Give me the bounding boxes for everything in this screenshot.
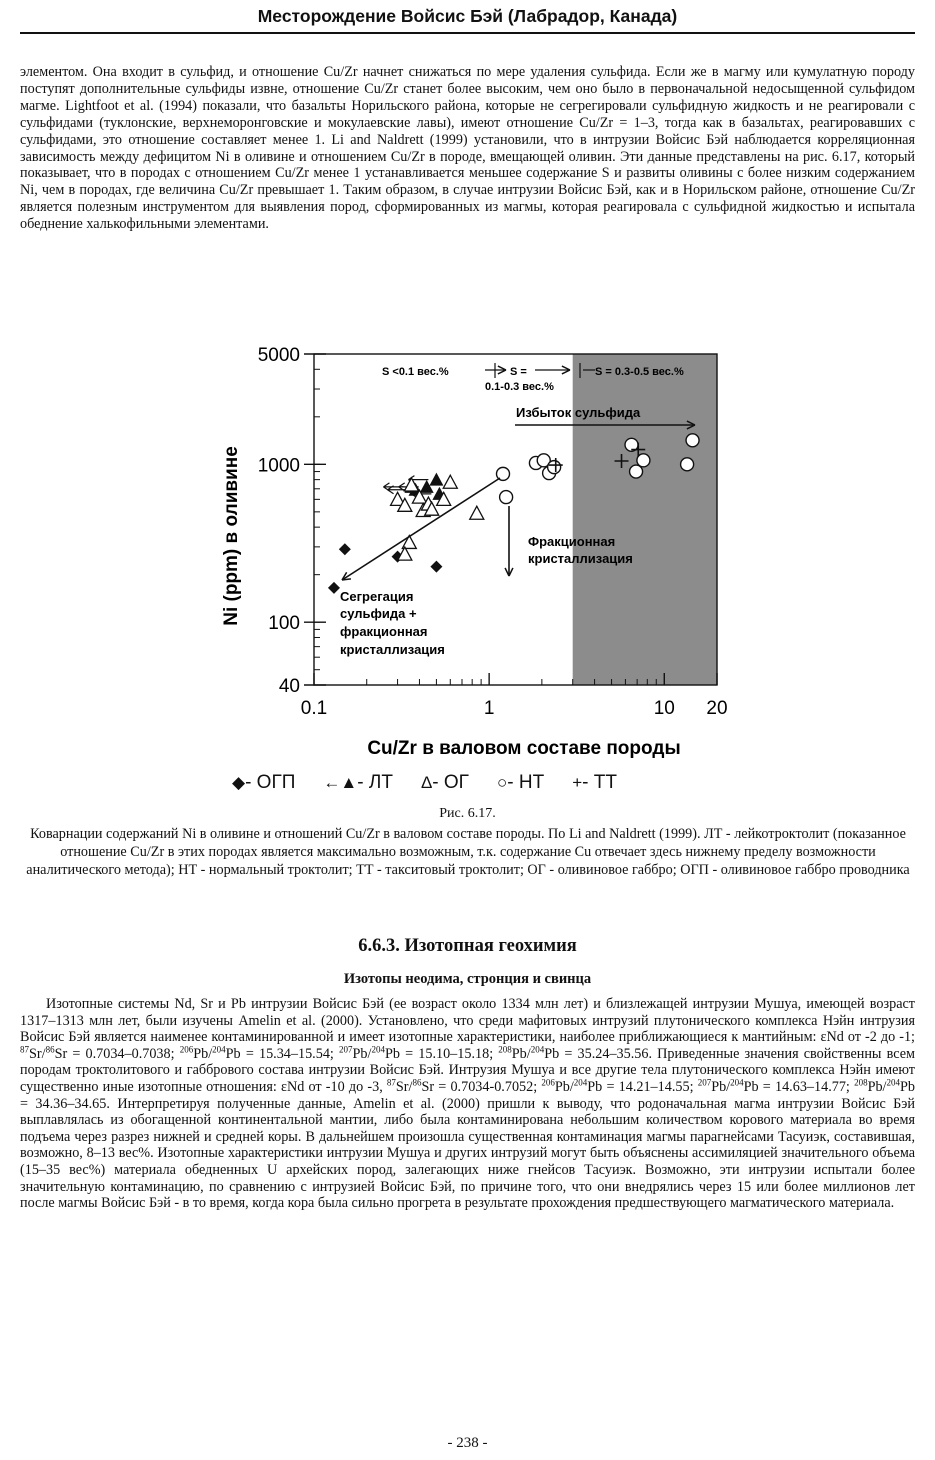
x-tick-label: 1 — [483, 698, 495, 719]
figure-caption-title: Рис. 6.17. — [439, 806, 496, 821]
annotation-excess-sulfide: Избыток сульфида — [516, 405, 641, 420]
legend-label: - ОГ — [432, 772, 469, 793]
point-nt — [548, 461, 561, 474]
legend-item-tt — [572, 772, 617, 794]
legend-label: - ЛТ — [357, 772, 393, 793]
legend-item-ogp — [232, 772, 295, 794]
circle-icon: ○ — [496, 773, 508, 792]
intro-paragraph: элементом. Она входит в сульфид, и отношение Cu/Zr начнет снижаться по мере удаления сульфида. Если же в магму или кумулатную породу поступят дополнительные сульфиды извне, отношение Cu/Zr станет более высоким, чем оно было в первоначальной недосыщенной сульфидом магме. Lightfoot et al. (1994) показали, что базальты Норильского района, которые не сегрегировали сульфидную жидкость и не реагировали с сульфидами (туклонские, верхнеморонговские и мокулаевские лавы), имеют отношение Cu/Zr = 1–3, тогда как в базальтах, реагировавших с сульфидами, это отношение составляет менее 1. Li and Naldrett (1999) установили, что в интрузии Войсис Бэй наблюдается корреляционная зависимость между дефицитом Ni в оливине и отношением Cu/Zr в породе, вмещающей оливин. Эти данные представлены на рис. 6.17, который показывает, что в породах с отношением Cu/Zr менее 1 устанавливается меньшее содержание S и развиты оливины с более низким содержанием Ni, чем в породах, где величина Cu/Zr превышает 1. Таким образом, в случае интрузии Войсис Бэй, как и в Норильском районе, отношение Cu/Zr является полезным инструментом для выявления пород, сформированных из магмы, которая реагировала с сульфидной жидкостью и испытала обеднение халькофильными элементами. — [20, 64, 915, 233]
section-title: 6.6.3. Изотопная геохимия — [358, 936, 577, 956]
point-ogp — [339, 543, 351, 555]
point-lt — [429, 473, 443, 486]
annotation-segregation-1: Сегрегация — [340, 589, 414, 604]
section-subtitle: Изотопы неодима, стронция и свинца — [343, 971, 592, 987]
x-tick-label: 20 — [706, 698, 728, 719]
annotation-s-high: S = 0.3-0.5 вес.% — [595, 366, 684, 378]
page-number: - 238 - — [447, 1435, 488, 1451]
annotation-s-mid: S = — [510, 366, 527, 378]
point-ogp — [430, 561, 442, 573]
annotation-segregation-3: фракционная — [340, 624, 428, 639]
plus-icon: + — [572, 773, 583, 792]
point-nt — [686, 434, 699, 447]
diamond-icon: ◆ — [232, 773, 246, 792]
running-head: Месторождение Войсис Бэй (Лабрадор, Канада) — [257, 6, 678, 26]
triangle-icon: Δ — [420, 773, 433, 792]
point-og — [470, 506, 484, 519]
point-ogp — [328, 582, 340, 594]
ni-vs-cuzr-chart — [210, 340, 750, 810]
segregation-arrow-head — [342, 572, 351, 580]
y-tick-label: 100 — [268, 613, 300, 635]
point-og — [443, 475, 457, 488]
figure-6-17 — [210, 340, 750, 810]
annotation-s-mid-range: 0.1-0.3 вес.% — [485, 381, 554, 393]
header-rule — [20, 32, 915, 34]
high-sulfide-shaded-region — [573, 354, 717, 685]
point-nt — [500, 491, 513, 504]
x-axis-label: Cu/Zr в валовом составе породы — [367, 738, 681, 759]
annotation-fractional: Фракционная — [528, 534, 616, 549]
x-tick-label: 10 — [653, 698, 675, 719]
figure-caption: Коварнации содержаний Ni в оливине и отношений Cu/Zr в валовом составе породы. По Li and Naldrett (1999). ЛТ - лейкотроктолит (показанное отношение Cu/Zr в этих породах является максимально возможным, т.к. содержание Cu отвечает здесь нижнему пределу возможности аналитического метода); НТ - нормальный троктолит; ТТ - такситовый троктолит; ОГ - оливиновое габбро; ОГП - оливиновое габбро проводника — [26, 826, 910, 878]
y-tick-label: 1000 — [257, 455, 300, 477]
legend-label: - ОГП — [245, 772, 296, 793]
y-axis-label: Ni (ppm) в оливине — [221, 446, 242, 626]
chart-legend — [232, 772, 732, 794]
annotation-crystallization: кристаллизация — [528, 551, 633, 566]
point-nt — [681, 458, 694, 471]
isotope-paragraph: Изотопные системы Nd, Sr и Pb интрузии Войсис Бэй (ее возраст около 1334 млн лет) и близлежащей интрузии Мушуа, имеющей возраст 1317–1313 млн лет, были изучены Amelin et al. (2000). Установлено, что среди мафитовых интрузий плутонического комплекса Нэйн интрузия Войсис Бэй является наименее контаминированной и имеет изотопные характеристики, наиболее приближающиеся к мантийным: εNd от -2 до -1; $^{87}$Sr/$^{86}$Sr = 0.7034–0.7038; $^{206}$Pb/$^{204}$Pb = 15.34–15.54; $^{207}$Pb/$^{204}$Pb = 15.10–15.18; $^{208}$Pb/$^{204}$Pb = 35.24–35.56. Приведенные значения свойственны всем породам троктолитового и габбрового состава интрузии Войсис Бэй. Интрузия Мушуа и все другие тела плутонического комплекса Нэйн имеют существенно иные изотопные отношения: εNd от -10 до -3, $^{87}$Sr/$^{86}$Sr = 0.7034-0.7052; $^{206}$Pb/$^{204}$Pb = 14.21–14.55; $^{207}$Pb/$^{204}$Pb = 14.63–14.77; $^{208}$Pb/$^{204}$Pb = 34.36–34.65. Интерпретируя полученные данные, Amelin et al. (2000) пришли к выводу, что родоначальная магма интрузии Войсис Бэй выплавлялась из обогащенной континентальной мантии, либо была контаминирована небольшим количеством корового материала во время подъема через разрез нижней и средней коры. В дальнейшем произошла существенная контаминация магмы парагнейсами Тасуиэк, составившая, возможно, 8–13 вес%. Изотопные характеристики интрузии Мушуа и других интрузий могут быть объяснены ассимиляцией значительного объема (15–35 вес%) материала обедненных U архейских пород, залегающих ниже гнейсов Тасуиэк. Возможно, эти интрузии испытали более значительную контаминацию, по сравнению с интрузией Войсис Бэй, по причине того, что они внедрялись через 15 или более миллионов лет после магмы Войсис Бэй - в то время, когда кора была сильно прогрета в результате прохождения предшествующего магматического материала. — [20, 996, 915, 1212]
annotation-s-low: S <0.1 вес.% — [382, 366, 449, 378]
legend-item-nt — [497, 772, 544, 794]
y-tick-label: 40 — [278, 676, 300, 697]
legend-label: - ТТ — [582, 772, 617, 793]
arrow-triangle-icon: ←▲ — [323, 773, 358, 792]
annotation-segregation-2: сульфида + — [340, 606, 417, 621]
legend-item-og — [421, 772, 469, 794]
legend-label: - НТ — [507, 772, 545, 793]
annotation-segregation-4: кристаллизация — [340, 642, 445, 657]
point-nt — [630, 465, 643, 478]
x-tick-label: 0.1 — [300, 698, 328, 719]
y-tick-label: 5000 — [257, 345, 300, 366]
legend-item-lt — [323, 772, 393, 794]
